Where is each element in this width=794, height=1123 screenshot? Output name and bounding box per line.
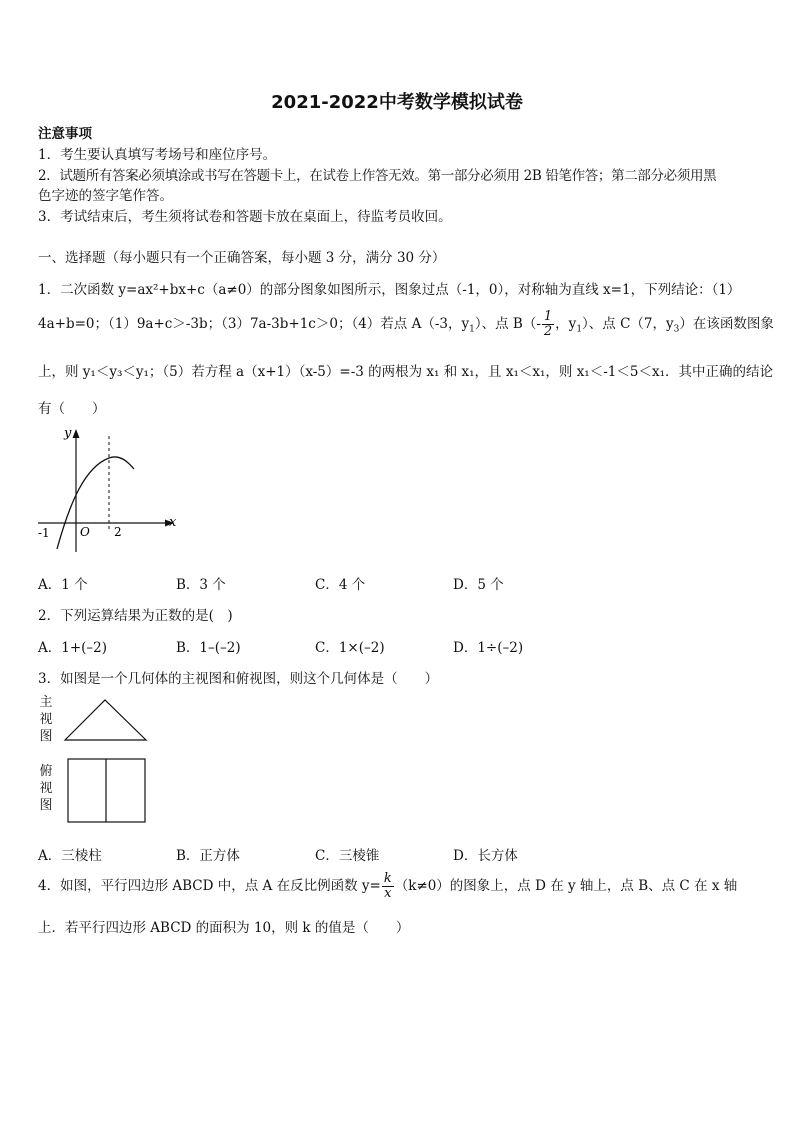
notice-item-1: 1．考生要认真填写考场号和座位序号。 (38, 147, 277, 163)
notice-item-2: 2．试题所有答案必须填涂或书写在答题卡上，在试卷上作答无效。第一部分必须用 2B 铅笔作答；第二部分必须用黑 (38, 168, 717, 184)
q2-option-b[interactable]: B．1–(–2) (176, 640, 241, 656)
q1-option-c[interactable]: C．4 个 (315, 577, 366, 593)
q3-option-c[interactable]: C．三棱锥 (315, 848, 380, 864)
page-title: 2021-2022中考数学模拟试卷 (271, 92, 523, 113)
q1-line-1: 1．二次函数 y=ax²+bx+c（a≠0）的部分图象如图所示，图象过点（-1，0），对称轴为直线 x=1，下列结论：（1） (38, 282, 741, 298)
q1-tick-label: 2 (114, 525, 122, 539)
q1-neg-one-label: -1 (38, 526, 50, 540)
q4-line-1-b: （k≠0）的图象上，点 D 在 y 轴上，点 B、点 C 在 x 轴 (394, 878, 738, 894)
q4-fraction (382, 872, 394, 901)
q3-front-label-char: 主 (39, 695, 53, 710)
q3-top-label-char: 视 (39, 781, 53, 796)
q3-option-b[interactable]: B．正方体 (176, 848, 240, 864)
q3-front-view-label (38, 694, 54, 745)
q1-fraction (542, 310, 554, 339)
q4-line-1-a: 4．如图，平行四边形 ABCD 中，点 A 在反比例函数 y= (38, 878, 381, 894)
q3-top-view-rectangle (66, 757, 148, 825)
q3-top-label-char: 俯 (39, 764, 53, 779)
q3-option-a[interactable]: A．三棱柱 (38, 848, 102, 864)
q1-line-2-c: ，y (555, 316, 577, 332)
q1-parabola-curve (57, 457, 134, 549)
q1-line-2-e: ）在该函数图象 (679, 316, 774, 332)
q1-parabola-graph (30, 422, 190, 562)
q1-option-d[interactable]: D．5 个 (453, 577, 504, 593)
q1-line-2 (38, 310, 774, 339)
q1-line-2-a: 4a+b=0；（1）9a+c＞-3b；（3）7a-3b+1c＞0；（4）若点 A（-3，y (38, 316, 470, 332)
q1-line-3: 上，则 y₁＜y₃＜y₁；（5）若方程 a（x+1）（x-5）=-3 的两根为 x₁ 和 x₁，且 x₁＜x₁，则 x₁＜-1＜5＜x₁．其中正确的结论 (38, 364, 773, 380)
q1-sub: 1 (576, 324, 583, 335)
q1-option-a[interactable]: A．1 个 (38, 577, 88, 593)
q1-line-2-b: ）、点 B（- (474, 316, 541, 332)
notice-heading: 注意事项 (38, 126, 92, 142)
q3-top-view-label (38, 763, 54, 814)
q3-front-label-char: 图 (39, 729, 53, 744)
q4-line-2: 上．若平行四边形 ABCD 的面积为 10，则 k 的值是（ ） (38, 920, 410, 936)
q3-option-d[interactable]: D．长方体 (453, 848, 518, 864)
q4-fraction-num: k (383, 871, 392, 886)
q1-line-4: 有（ ） (38, 401, 106, 417)
q1-fraction-den: 2 (543, 324, 553, 339)
section-heading: 一、选择题（每小题只有一个正确答案，每小题 3 分，满分 30 分） (38, 250, 446, 266)
q1-y-label: y (64, 426, 72, 441)
notice-item-2-cont: 色字迹的签字笔作答。 (38, 188, 173, 204)
q3-top-label-char: 图 (39, 798, 53, 813)
q1-x-label: x (169, 515, 177, 530)
q1-option-b[interactable]: B．3 个 (176, 577, 226, 593)
q3-front-label-char: 视 (39, 712, 53, 727)
q1-fraction-num: 1 (543, 309, 553, 324)
q1-y-arrow (73, 429, 80, 438)
q3-triangle-shape (65, 700, 146, 740)
q2-option-a[interactable]: A．1+(–2) (38, 640, 108, 656)
notice-item-3: 3．考试结束后，考生须将试卷和答题卡放在桌面上，待监考员收回。 (38, 209, 452, 225)
q1-sub: 1 (469, 324, 475, 335)
q3-text: 3．如图是一个几何体的主视图和俯视图，则这个几何体是（ ） (38, 671, 439, 687)
q3-front-view-triangle (62, 697, 150, 743)
q1-line-2-d: ）、点 C（7，y (582, 316, 674, 332)
q4-fraction-den: x (384, 886, 392, 901)
q2-option-c[interactable]: C．1×(–2) (315, 640, 385, 656)
q2-text: 2．下列运算结果为正数的是( ) (38, 608, 233, 624)
q2-option-d[interactable]: D．1÷(–2) (453, 640, 524, 656)
q1-sub: 3 (673, 324, 680, 335)
q1-origin-label: O (80, 525, 90, 539)
q4-line-1 (38, 872, 737, 901)
